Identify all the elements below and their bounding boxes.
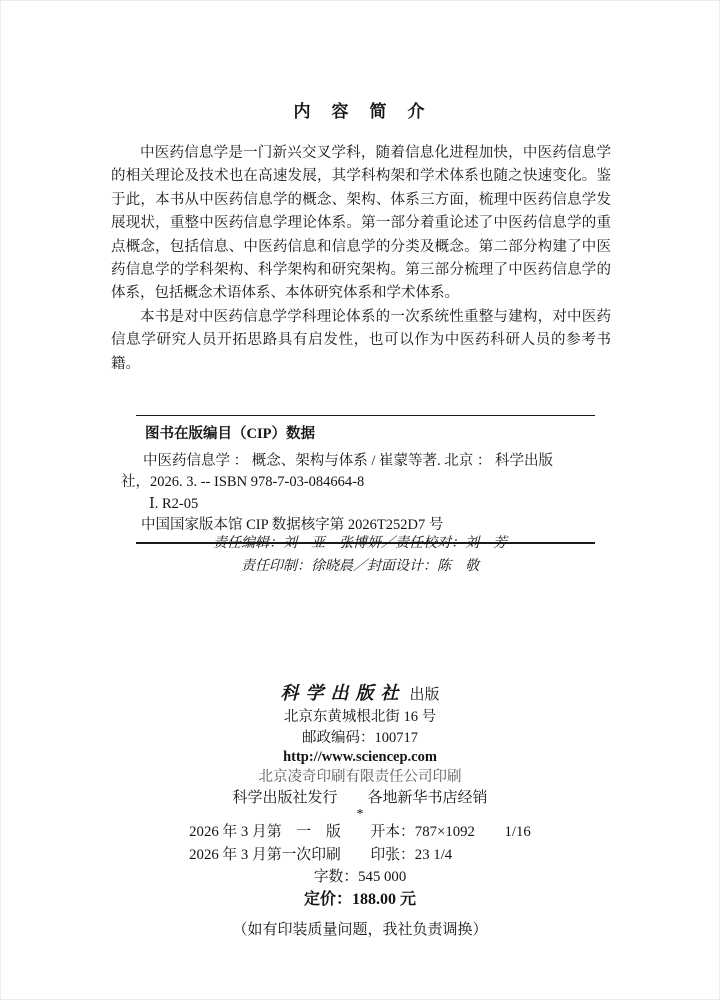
- asterisk-divider: *: [356, 807, 364, 822]
- publisher-line: [1, 681, 719, 707]
- publisher-logo: 科学出版社: [280, 683, 406, 703]
- colophon-block: [1, 681, 719, 939]
- content-intro-heading: 内 容 简 介: [293, 102, 427, 121]
- credits-editors-line: 责任编辑：刘 亚 张博妍／责任校对：刘 芳: [213, 536, 507, 551]
- distribution-line: 科学出版社发行 各地新华书店经销: [232, 790, 488, 806]
- publisher-suffix: 出版: [409, 687, 440, 703]
- cip-top-rule: [136, 415, 595, 416]
- edition-printing-block: [189, 821, 531, 866]
- printer-line: 北京凌奇印刷有限责任公司印刷: [258, 769, 462, 785]
- publisher-postcode: 邮政编码：100717: [302, 730, 418, 746]
- content-intro-body: [111, 142, 611, 376]
- printing-line: 2026 年 3 月第一次印刷 印张：23 1/4: [189, 846, 453, 863]
- cip-catalog-line-1: 中医药信息学 ： 概念、架构与体系 / 崔蒙等著. 北京 ： 科学出版: [143, 452, 554, 469]
- credits-printing-design-line: 责任印制：徐晓晨／封面设计：陈 敬: [241, 559, 479, 574]
- cip-data-block: [121, 415, 595, 544]
- publisher-website: http://www.sciencep.com: [283, 749, 437, 765]
- publisher-address: 北京东黄城根北街 16 号: [283, 709, 437, 725]
- intro-paragraph-2: 本书是对中医药信息学学科理论体系的一次系统性重整与建构，对中医药信息学研究人员开拓思路具有启发性，也可以作为中医药科研人员的参考书籍。: [111, 308, 611, 372]
- quality-notice: （如有印装质量问题，我社负责调换）: [232, 922, 488, 938]
- price-line: 定价：188.00 元: [303, 891, 416, 908]
- word-count-line: 字数：545 000: [313, 869, 407, 885]
- cip-title: 图书在版编目（CIP）数据: [145, 426, 315, 442]
- staff-credits: [1, 532, 719, 578]
- edition-line: 2026 年 3 月第 一 版 开本：787×1092 1/16: [189, 824, 531, 840]
- cip-record-number-line: 中国国家版本馆 CIP 数据核字第 2026T252D7 号: [141, 517, 444, 533]
- cip-catalog-line-2: 社，2026. 3. -- ISBN 978-7-03-084664-8: [121, 474, 365, 490]
- cip-classification-line: Ⅰ. R2-05: [149, 495, 199, 512]
- intro-paragraph-1: 中医药信息学是一门新兴交叉学科，随着信息化进程加快，中医药信息学的相关理论及技术也在高速发展，其学科构架和学术体系也随之快速变化。鉴于此，本书从中医药信息学的概念、架构、体系三方面，梳理中医药信息学发展现状，重整中医药信息学理论体系。第一部分着重论述了中医药信息学的重点概念，包括信息、中医药信息和信息学的分类及概念。第二部分构建了中医药信息学的学科架构、科学架构和研究架构。第三部分梳理了中医药信息学的体系，包括概念术语体系、本体研究体系和学术体系。: [111, 145, 611, 302]
